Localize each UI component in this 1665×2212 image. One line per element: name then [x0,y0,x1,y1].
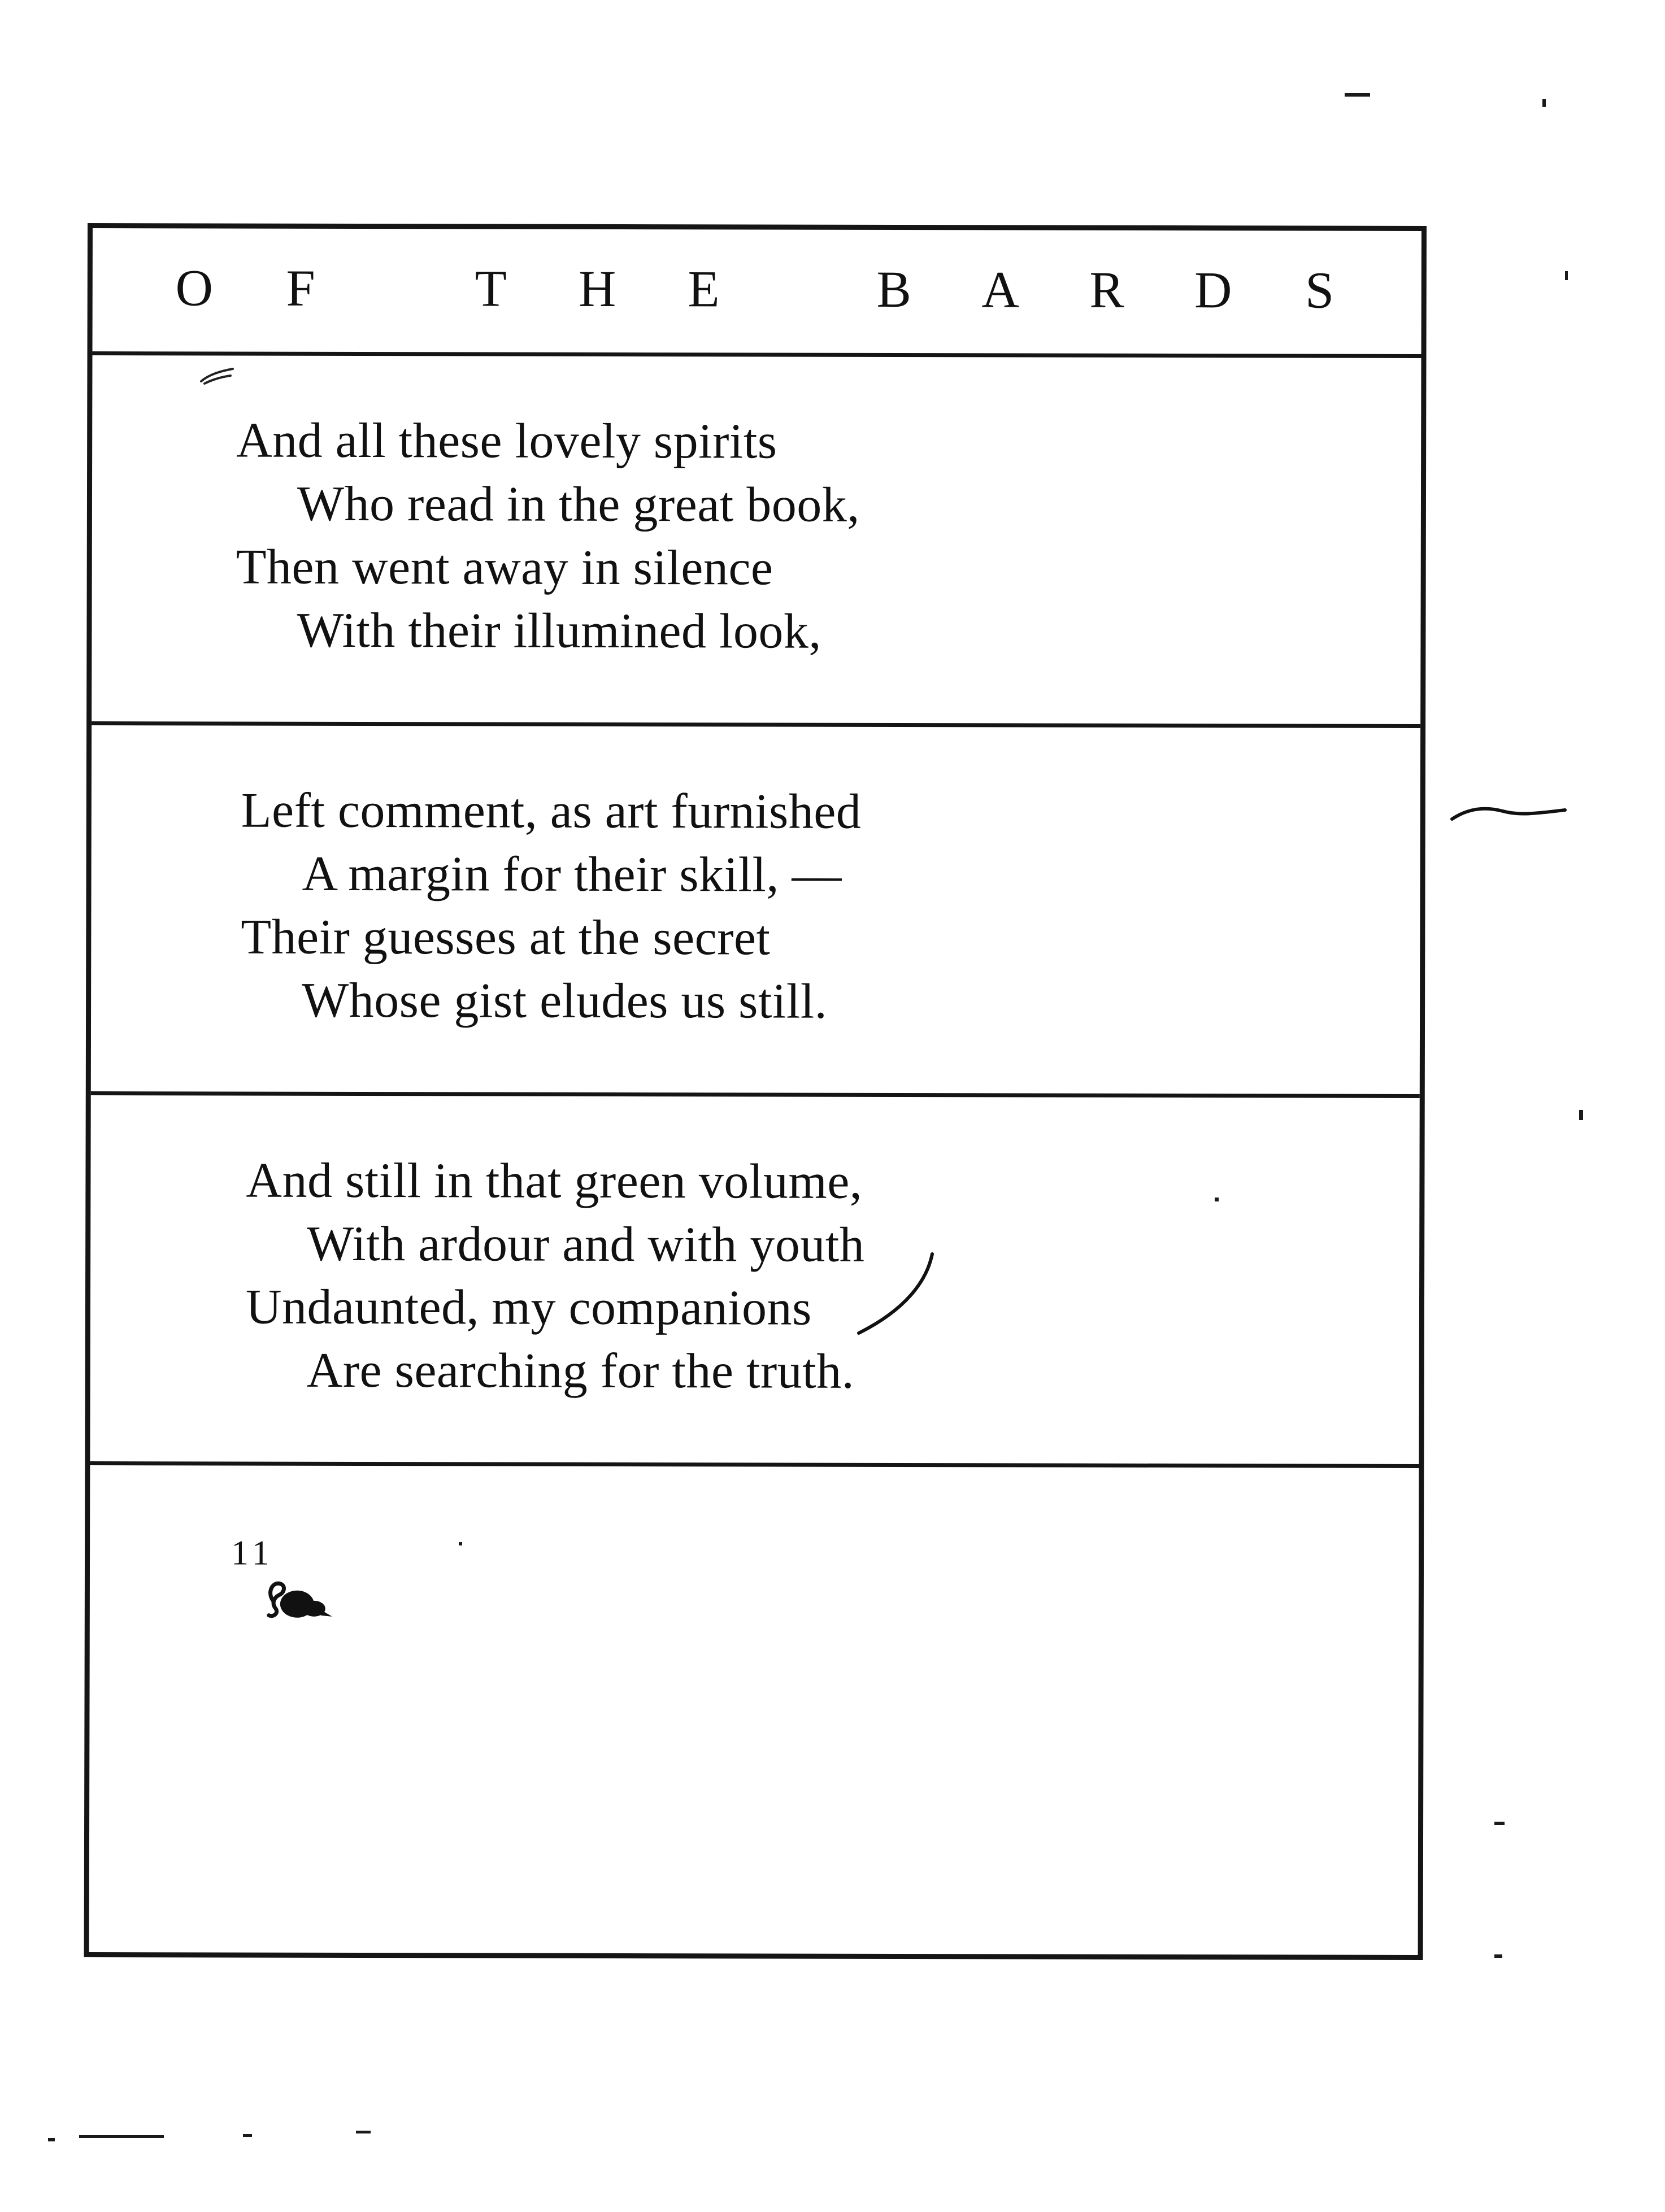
scan-speck [243,2134,252,2137]
scan-speck [48,2138,55,2141]
stanza-1 [236,410,860,664]
verse-line: Their guesses at the secret [241,909,771,966]
stanza-2 [241,780,861,1034]
scan-speck [1542,99,1546,107]
verse-line: A margin for their skill, — [302,846,842,903]
ink-blot-icon [262,1576,336,1627]
verse-line: Who read in the great book, [297,476,860,533]
verse-line: With ardour and with youth [307,1216,865,1273]
verse-line: And still in that green volume, [246,1153,863,1209]
margin-squiggle-icon [1446,796,1571,830]
scan-speck [356,2131,371,2133]
verse-line: Whose gist eludes us still. [302,973,828,1029]
scan-speck [1345,93,1370,97]
heading-letter: D [1194,261,1232,319]
heading-word-gap [782,261,816,317]
page-frame [84,223,1427,1960]
verse-line: And all these lovely spirits [236,413,777,469]
pen-stroke-icon [836,1248,949,1344]
pen-scratch-icon [198,364,237,387]
scan-speck [459,1542,462,1545]
scan-speck [79,2135,164,2138]
verse-line: Undaunted, my companions [245,1279,812,1336]
heading-letter: H [578,259,616,317]
verse-line: Are searching for the truth. [306,1343,855,1399]
verse-line: Then went away in silence [236,539,773,596]
heading-letter: R [1089,260,1124,319]
heading-panel [93,228,1421,358]
stanza-3 [246,1149,865,1404]
stanza-panel-1 [92,355,1421,728]
heading-title [166,259,1348,318]
scan-speck [1579,1110,1583,1120]
heading-letter: E [688,260,720,318]
scan-speck [1215,1198,1219,1201]
footer-panel [89,1465,1419,1955]
heading-letter: S [1305,261,1334,319]
heading-letter: B [876,260,912,319]
heading-letter: T [475,259,507,317]
scan-speck [1565,271,1568,280]
verse-line: Left comment, as art furnished [241,783,862,839]
scan-speck [1494,1822,1505,1825]
heading-letter: F [286,259,315,317]
verse-line: With their illumined look, [297,603,822,659]
heading-letter: O [175,259,214,317]
page-number: 11 [231,1534,274,1573]
heading-word-gap [379,260,412,316]
stanza-panel-3 [90,1095,1419,1468]
heading-letter: A [981,260,1019,319]
stanza-panel-2 [91,725,1420,1098]
scan-speck [1494,1954,1502,1958]
